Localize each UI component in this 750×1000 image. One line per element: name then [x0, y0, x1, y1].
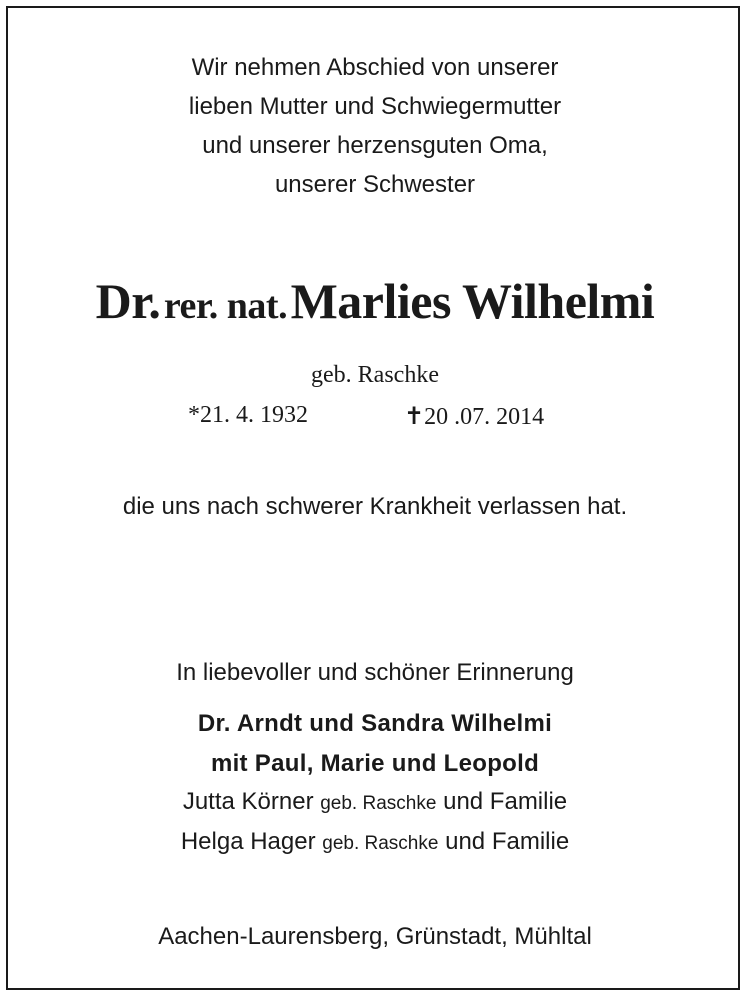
intro-line: und unserer herzensguten Oma, [202, 132, 548, 159]
mourner-suffix: und Familie [445, 828, 570, 855]
mourner-geb: geb. Raschke [320, 793, 437, 814]
remembrance-line: In liebevoller und schöner Erinnerung [176, 659, 574, 686]
mourner-geb: geb. Raschke [322, 833, 439, 854]
mourner-line-3 [0, 788, 750, 816]
deceased-full-name: Marlies Wilhelmi [290, 273, 655, 329]
mourner-name: Helga Hager [180, 828, 316, 855]
birth-date: *21. 4. 1932 [188, 402, 308, 428]
closing-line: die uns nach schwerer Krankheit verlassen hat. [122, 493, 628, 520]
mourner-line-4 [0, 828, 750, 856]
intro-text [0, 48, 750, 204]
intro-line: lieben Mutter und Schwiegermutter [188, 93, 562, 120]
mourner-line-1: Dr. Arndt und Sandra Wilhelmi [197, 710, 553, 737]
mourner-name: Jutta Körner [182, 788, 314, 815]
mourner-suffix: und Familie [443, 788, 568, 815]
death-date: ✝20 .07. 2014 [404, 404, 545, 430]
intro-line: Wir nehmen Abschied von unserer [191, 54, 559, 81]
intro-line: unserer Schwester [274, 171, 476, 198]
title-rer-nat: rer. nat. [163, 285, 288, 327]
title-dr: Dr. [95, 273, 161, 329]
mourner-line-2: mit Paul, Marie und Leopold [210, 750, 540, 777]
deceased-name-heading [0, 272, 750, 330]
places-line: Aachen-Laurensberg, Grünstadt, Mühltal [158, 923, 592, 950]
maiden-name: geb. Raschke [311, 362, 439, 388]
